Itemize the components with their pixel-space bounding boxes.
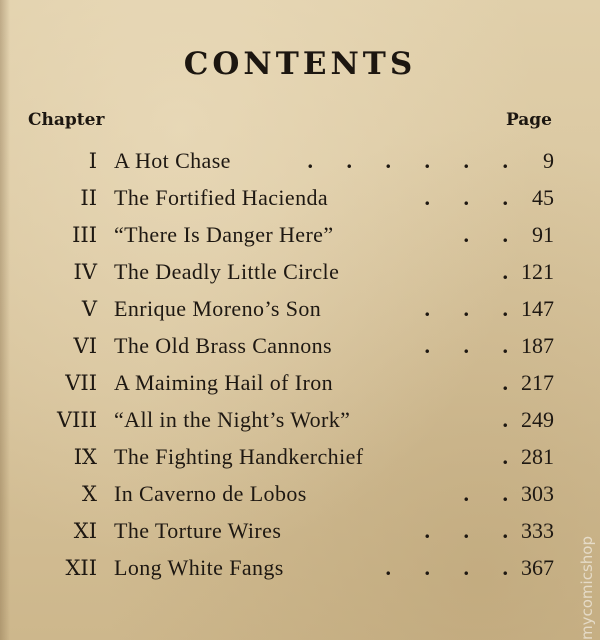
chapter-number: IV xyxy=(73,259,97,284)
page-number: 281 xyxy=(521,443,554,469)
page-number: 187 xyxy=(521,332,554,358)
chapter-number: XI xyxy=(73,518,97,543)
page-number: 303 xyxy=(521,480,554,506)
chapter-number: VIII xyxy=(56,407,97,432)
leader-dots: . . xyxy=(463,480,522,506)
chapter-title: “All in the Night’s Work” xyxy=(114,406,351,432)
toc-entry xyxy=(0,327,600,364)
leader-dots: . xyxy=(502,369,522,395)
page-number: 45 xyxy=(532,184,554,210)
leader-dots: . . . xyxy=(424,517,522,543)
chapter-number: X xyxy=(82,481,97,506)
chapter-title: “There Is Danger Here” xyxy=(114,221,334,247)
toc-list xyxy=(0,142,600,586)
chapter-number: I xyxy=(88,148,97,173)
chapter-title: A Hot Chase xyxy=(114,147,231,173)
chapter-title: Enrique Moreno’s Son xyxy=(114,295,322,321)
page-column-header: Page xyxy=(505,110,552,130)
toc-entry xyxy=(0,549,600,586)
chapter-number: XII xyxy=(65,555,97,580)
chapter-number: II xyxy=(80,185,97,210)
chapter-title: The Fighting Handkerchief xyxy=(114,443,364,469)
chapter-title: In Caverno de Lobos xyxy=(114,480,307,506)
page-number: 367 xyxy=(521,554,554,580)
toc-entry xyxy=(0,438,600,475)
chapter-title: The Torture Wires xyxy=(114,517,282,543)
chapter-title: The Fortified Hacienda xyxy=(114,184,329,210)
chapter-number: V xyxy=(81,296,97,321)
leader-dots: . . . xyxy=(424,332,522,358)
contents-title: CONTENTS xyxy=(183,46,417,82)
chapter-title: The Old Brass Cannons xyxy=(114,332,332,358)
toc-entry xyxy=(0,401,600,438)
toc-entry xyxy=(0,290,600,327)
toc-entry xyxy=(0,216,600,253)
leader-dots: . . . xyxy=(424,295,522,321)
toc-entry xyxy=(0,142,600,179)
page-number: 217 xyxy=(521,369,554,395)
toc-entry xyxy=(0,512,600,549)
page-number: 333 xyxy=(521,517,554,543)
chapter-number: IX xyxy=(73,444,97,469)
page-number: 91 xyxy=(532,221,554,247)
toc-entry xyxy=(0,253,600,290)
chapter-number: VII xyxy=(65,370,97,395)
chapter-column-header: Chapter xyxy=(28,110,105,130)
leader-dots: . xyxy=(502,258,522,284)
page-number: 249 xyxy=(521,406,554,432)
leader-dots: . . xyxy=(463,221,522,247)
chapter-number: VI xyxy=(73,333,97,358)
chapter-title: A Maiming Hail of Iron xyxy=(114,369,333,395)
leader-dots: . xyxy=(502,406,522,432)
toc-entry xyxy=(0,179,600,216)
chapter-number: III xyxy=(72,222,97,247)
chapter-title: The Deadly Little Circle xyxy=(114,258,340,284)
page-number: 9 xyxy=(543,147,554,173)
leader-dots: . xyxy=(502,443,522,469)
page-number: 147 xyxy=(521,295,554,321)
leader-dots: . . . . . . xyxy=(307,147,522,173)
chapter-title: Long White Fangs xyxy=(114,554,284,580)
toc-entry xyxy=(0,364,600,401)
leader-dots: . . . xyxy=(424,184,522,210)
watermark-text: mycomicshop xyxy=(578,536,596,640)
leader-dots: . . . . xyxy=(385,554,522,580)
page-number: 121 xyxy=(521,258,554,284)
toc-entry xyxy=(0,475,600,512)
